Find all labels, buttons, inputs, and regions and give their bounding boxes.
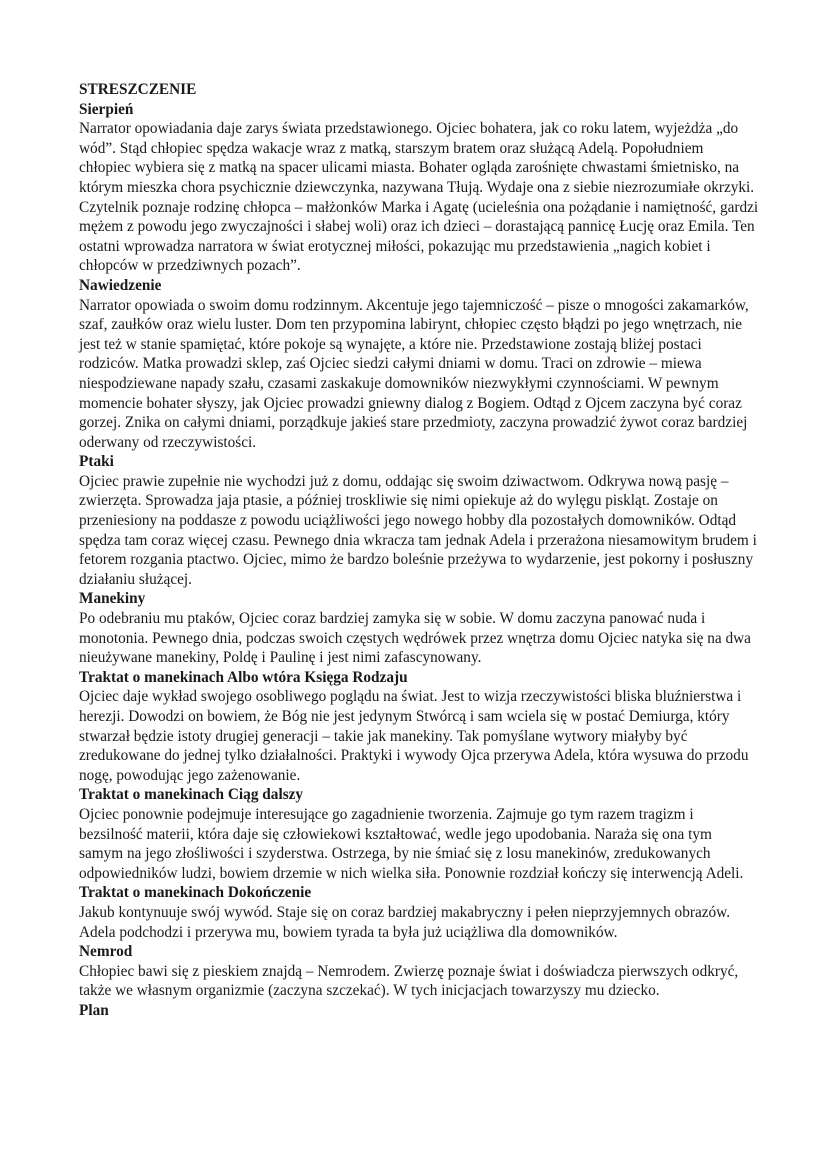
- section-text-traktat-3: Jakub kontynuuje swój wywód. Staje się on coraz bardziej makabryczny i pełen nieprzyjemnych obrazów. Adela podchodzi i przerywa mu, bowiem tyrada ta była już uciążliwa dla domowników.: [79, 903, 731, 941]
- section-heading-ptaki: Ptaki: [79, 453, 114, 471]
- section-heading-manekiny: Manekiny: [79, 590, 146, 608]
- document-title: STRESZCZENIE: [79, 81, 197, 98]
- section-text-ptaki: Ojciec prawie zupełnie nie wychodzi już z domu, oddając się swoim dziwactwom. Odkrywa nową pasję – zwierzęta. Sprowadza jaja ptasie, a później troskliwie się nimi opiekuje aż do wylęgu piskląt. Zostaje on przeniesiony na poddasze z powodu uciążliwości jego nowego hobby dla pozostałych domowników. Odtąd spędza tam coraz więcej czasu. Pewnego dnia wkracza tam jednak Adela i przerażona niesamowitym brudem i fetorem rozgania ptactwo. Ojciec, mimo że bardzo boleśnie przeżywa to wydarzenie, jest pokorny i posłuszny działaniu służącej.: [79, 472, 757, 588]
- section-heading-traktat-3: Traktat o manekinach Dokończenie: [79, 884, 312, 902]
- section-text-nawiedzenie: Narrator opowiada o swoim domu rodzinnym. Akcentuje jego tajemniczość – pisze o mnogości zakamarków, szaf, zaułków oraz wielu luster. Dom ten przypomina labirynt, chłopiec często błądzi po jego wnętrzach, nie jest też w stanie spamiętać, które pokoje są wynajęte, a które nie. Przedstawione zostają bliżej postaci rodziców. Matka prowadzi sklep, zaś Ojciec siedzi całymi dniami w domu. Traci on zdrowie – miewa niespodziewane napady szału, czasami zaskakuje domowników niezwykłymi czynnościami. W pewnym momencie bohater słyszy, jak Ojciec prowadzi gniewny dialog z Bogiem. Odtąd z Ojcem zaczyna być coraz gorzej. Znika on całymi dniami, porządkuje jakieś stare przedmioty, zaczyna prowadzić żywot coraz bardziej oderwany od rzeczywistości.: [79, 296, 749, 451]
- section-text-traktat-1: Ojciec daje wykład swojego osobliwego poglądu na świat. Jest to wizja rzeczywistości bliska bluźnierstwa i herezji. Dowodzi on bowiem, że Bóg nie jest jedynym Stwórcą i sam wciela się w postać Demiurga, który stwarzał będzie istoty drugiej generacji – takie jak manekiny. Tak pomyślane wytwory miałyby być zredukowane do jednej tylko działalności. Praktyki i wywody Ojca przerywa Adela, która wysuwa do przodu nogę, powodując jego zażenowanie.: [79, 688, 749, 784]
- section-text-manekiny: Po odebraniu mu ptaków, Ojciec coraz bardziej zamyka się w sobie. W domu zaczyna panować nuda i monotonia. Pewnego dnia, podczas swoich częstych wędrówek przez wnętrza domu Ojciec natyka się na dwa nieużywane manekiny, Poldę i Paulinę i jest nimi zafascynowany.: [79, 610, 751, 667]
- section-heading-traktat-1: Traktat o manekinach Albo wtóra Księga Rodzaju: [79, 668, 408, 686]
- section-text-sierpien: Narrator opowiadania daje zarys świata przedstawionego. Ojciec bohatera, jak co roku latem, wyjeżdża „do wód”. Stąd chłopiec spędza wakacje wraz z matką, starszym bratem oraz służącą Adelą. Popołudniem chłopiec wybiera się z matką na spacer ulicami miasta. Bohater ogląda zarośnięte chwastami śmietnisko, na którym mieszka chora psychicznie dziewczynka, nazywana Tłują. Wydaje ona z siebie niezrozumiałe okrzyki. Czytelnik poznaje rodzinę chłopca – małżonków Marka i Agatę (ucieleśnia ona pożądanie i namiętność, gardzi mężem z powodu jego zwyczajności i słabej woli) oraz ich dzieci – dorastającą pannicę Łucję oraz Emila. Ten ostatni wprowadza narratora w świat erotycznej miłości, pokazując mu przedstawienia „nagich kobiet i chłopców w przedziwnych pozach”.: [79, 120, 759, 275]
- section-heading-sierpien: Sierpień: [79, 100, 134, 118]
- section-text-traktat-2: Ojciec ponownie podejmuje interesujące go zagadnienie tworzenia. Zajmuje go tym razem tragizm i bezsilność materii, która daje się człowiekowi kształtować, wedle jego upodobania. Naraża się ona tym samym na jego złośliwości i szyderstwa. Ostrzega, by nie śmiać się z losu manekinów, zredukowanych odpowiedników ludzi, bowiem drzemie w nich wielka siła. Ponownie rozdział kończy się interwencją Adeli.: [79, 805, 744, 882]
- section-heading-nawiedzenie: Nawiedzenie: [79, 276, 162, 294]
- document-page: [79, 80, 759, 1021]
- section-heading-traktat-2: Traktat o manekinach Ciąg dalszy: [79, 786, 304, 804]
- section-heading-plan: Plan: [79, 1001, 109, 1019]
- section-text-nemrod: Chłopiec bawi się z pieskiem znajdą – Nemrodem. Zwierzę poznaje świat i doświadcza pierwszych odkryć, także we własnym organizmie (zaczyna szczekać). W tych inicjacjach towarzyszy mu dziecko.: [79, 962, 739, 1000]
- section-heading-nemrod: Nemrod: [79, 943, 133, 961]
